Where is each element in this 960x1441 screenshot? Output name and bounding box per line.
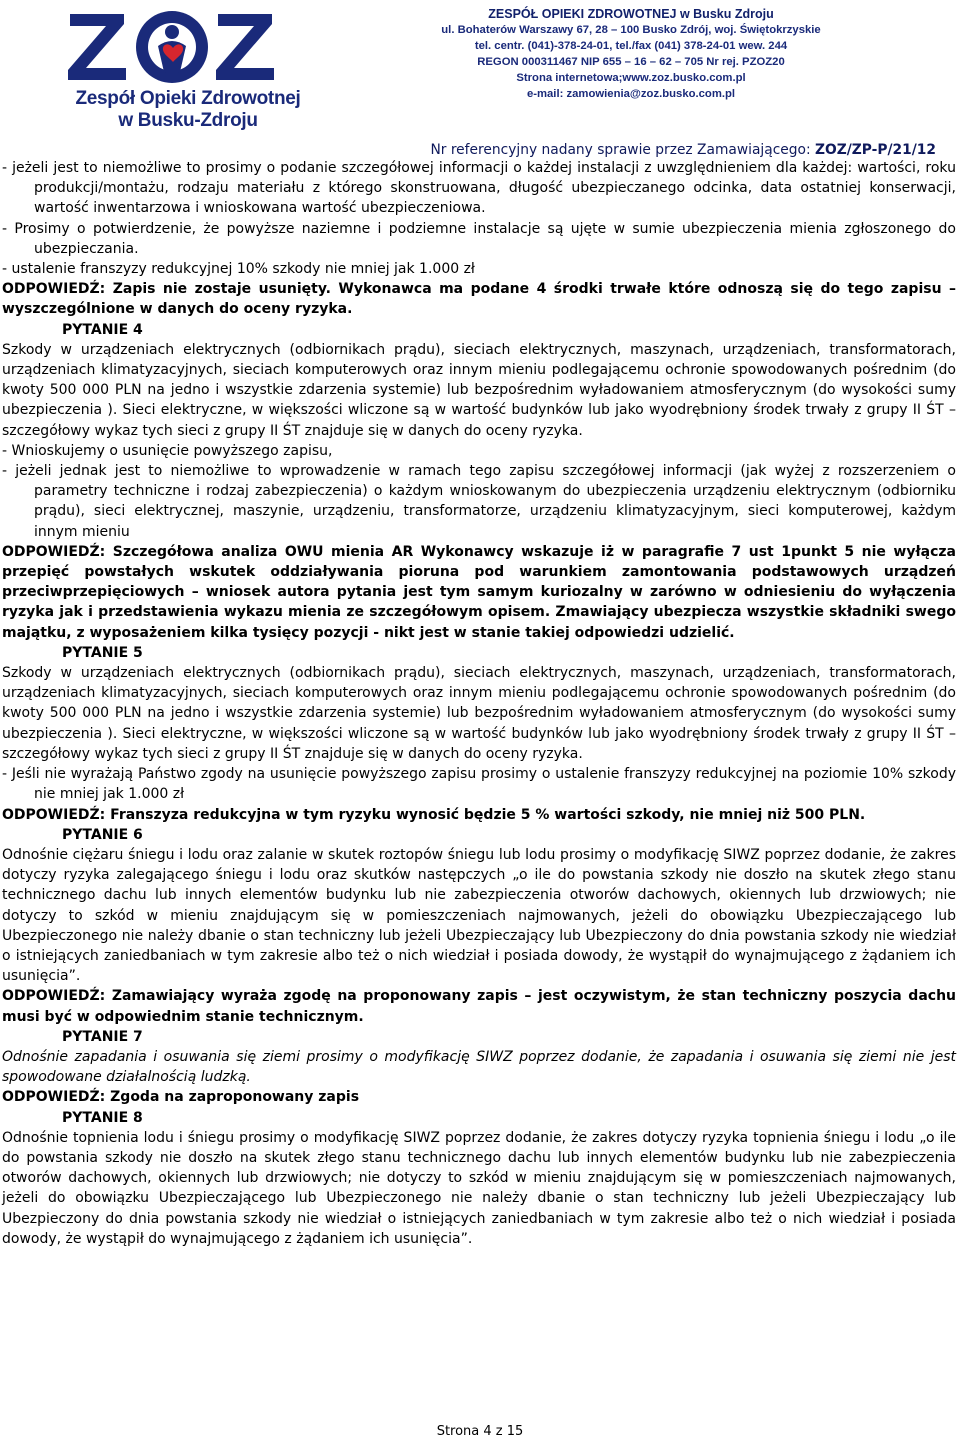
logo-title-line1: Zespół Opieki Zdrowotnej [75,88,301,109]
zoz-logo [62,2,302,138]
dash-list-item: - Jeśli nie wyrażają Państwo zgody na usunięcie powyższego zapisu prosimy o ustalenie franszyzy redukcyjnej na poziomie 10% szkody nie mniej jak 1.000 zł [2,766,956,803]
page-number: Strona 4 z 15 [436,1424,524,1439]
body-paragraph: Szkody w urządzeniach elektrycznych (odbiornikach prądu), sieciach elektrycznych, maszynach, urządzeniach, transformatorach, urządzeniach klimatyzacyjnych, sieciach komputerowych oraz innym mieniu podlegającemu ochronie spowodowanych pośrednim (do kwoty 500 000 PLN na jedno i wszystkie zdarzenia systemie) lub bezpośrednim wyładowaniem atmosferycznym (do wysokości sumy ubezpieczenia ). Sieci elektryczne, w większości wliczone są w wartość budynków lub jako wyodrębniony środek trwały z grupy II ŚT – szczegółowy wykaz tych sieci z grupy II ŚT znajduje się w danych do oceny ryzyka. [2,665,956,762]
dash-list-item: - Prosimy o potwierdzenie, że powyższe naziemne i podziemne instalacje są ujęte w sumie ubezpieczenia mienia zgłoszonego do ubezpieczania. [2,220,956,257]
institution-website[interactable]: Strona internetowa;www.zoz.busko.com.pl [516,72,746,84]
body-paragraph: Odnośnie ciężaru śniegu i lodu oraz zalanie w skutek roztopów śniegu lub lodu prosimy o modyfikację SIWZ poprzez dodanie, że zakres dotyczy ryzyka zalegającego śniegu i lodu oraz skutków następczych „o ile do powstania szkody nie doszło na skutek złego stanu technicznego dachu lub innych elementów budynku lub nie zabezpieczenia otworów dachowych, okiennych lub drzwiowych; nie dotyczy to szkód w mieniu znajdującym się w pomieszczeniach najmowanych, jeżeli do obowiązku Ubezpieczającego lub Ubezpieczonego nie należy dbanie o stan techniczny lub jeżeli Ubezpieczający lub Ubezpieczony do dnia powstania szkody nie wiedział o istniejących zaniedbaniach w tym zakresie albo też o nich wiedział i posiada dowody, że wystąpił do wynajmującego z żądaniem ich usunięcia”. [2,846,956,985]
institution-registry: REGON 000311467 NIP 655 – 16 – 62 – 705 Nr rej. PZOZ20 [477,56,785,68]
question-heading: PYTANIE 5 [62,644,143,661]
answer-paragraph: ODPOWIEDŹ: Franszyza redukcyjna w tym ryzyku wynosić będzie 5 % wartości szkody, nie mniej niż 500 PLN. [2,806,866,823]
answer-paragraph: ODPOWIEDŹ: Zgoda na zaproponowany zapis [2,1089,360,1106]
document-header [0,0,960,140]
answer-paragraph: ODPOWIEDŹ: Zamawiający wyraża zgodę na proponowany zapis – jest oczywistym, że stan techniczny poszycia dachu musi być w odpowiednim stanie technicznym. [2,988,956,1025]
document-body [2,158,956,1249]
question-heading: PYTANIE 7 [62,1028,143,1045]
institution-contact-block [396,6,866,102]
answer-paragraph: ODPOWIEDŹ: Szczegółowa analiza OWU mienia AR Wykonawcy wskazuje iż w paragrafie 7 ust 1punkt 5 nie wyłącza przepięć powstałych wskutek oddziaływania pioruna pod warunkiem zamontowania podstawowych urządzeń przeciwprzepięciowych – wniosek autora pytania jest tym samym kuriozalny w zarówno w odniesieniu do wyłączenia ryzyka jak i przedstawienia wykazu mienia ze szczegółowym opisem. Zmawiający ubezpiecza wszystkie składniki swego majątku, z wyposażeniem kilka tysięcy pozycji - nikt jest w stanie takiej odpowiedzi udzielić. [2,543,956,641]
dash-list-item: - jeżeli jest to niemożliwe to prosimy o podanie szczegółowej informacji o każdej instalacji z uwzględnieniem dla każdej: wartości, roku produkcji/montażu, rodzaju materiału z którego skonstruowana, długość ubezpieczanego odcinka, data ostatniej konserwacji, wartość inwentarzowa i wnioskowana wartość ubezpieczeniowa. [2,160,956,217]
reference-label: Nr referencyjny nadany sprawie przez Zamawiającego: [430,142,811,158]
institution-address: ul. Bohaterów Warszawy 67, 28 – 100 Busko Zdrój, woj. Świętokrzyskie [441,24,821,36]
question-heading: PYTANIE 6 [62,826,143,843]
dash-list-item: - Wnioskujemy o usunięcie powyższego zapisu, [2,442,333,459]
dash-list-item: - ustalenie franszyzy redukcyjnej 10% szkody nie mniej jak 1.000 zł [2,261,475,278]
body-paragraph: Odnośnie zapadania i osuwania się ziemi prosimy o modyfikację SIWZ poprzez dodanie, że zapadania i osuwania się ziemi nie jest spowodowane działalnością ludzką. [2,1048,956,1086]
body-paragraph: Odnośnie topnienia lodu i śniegu prosimy o modyfikację SIWZ poprzez dodanie, że zakres dotyczy ryzyka topnienia śniegu i lodu „o ile do powstania szkody nie doszło na skutek złego stanu technicznego dachu lub innych elementów budynku lub nie zabezpieczenia otworów dachowych, okiennych lub drzwiowych; nie dotyczy to szkód w mieniu znajdującym się w pomieszczeniach najmowanych, jeżeli do obowiązku Ubezpieczającego lub Ubezpieczonego nie należy dbanie o stan techniczny lub jeżeli Ubezpieczający lub Ubezpieczony do dnia powstania szkody nie wiedział o istniejących zaniedbaniach w tym zakresie albo też o nich wiedział i posiada dowody, że wystąpił do wynajmującego z żądaniem ich usunięcia”. [2,1129,956,1247]
logo-title-line2: w Busku-Zdroju [118,110,258,131]
question-heading: PYTANIE 4 [62,321,143,338]
institution-email[interactable]: e-mail: zamowienia@zoz.busko.com.pl [526,88,736,100]
question-heading: PYTANIE 8 [62,1109,143,1126]
reference-number-line [430,142,936,158]
institution-name: ZESPÓŁ OPIEKI ZDROWOTNEJ w Busku Zdroju [488,7,774,21]
dash-list-item: - jeżeli jednak jest to niemożliwe to wprowadzenie w ramach tego zapisu szczegółowej informacji (jak wyżej z rozszerzeniem o parametry techniczne i rodzaj zabezpieczenia) o każdym wnioskowanym do ubezpieczenia urządzeniu elektrycznym (odbiorniku prądu), sieci elektrycznej, maszynie, urządzeniu, transformatorze, urządzeniu klimatyzacyjnym, sieci komputerowej, każdym innym mieniu [2,463,956,540]
answer-paragraph: ODPOWIEDŹ: Zapis nie zostaje usunięty. Wykonawca ma podane 4 środki trwałe które odnoszą się do tego zapisu – wyszczególnione w danych do oceny ryzyka. [2,281,956,318]
body-paragraph: Szkody w urządzeniach elektrycznych (odbiornikach prądu), sieciach elektrycznych, maszynach, urządzeniach, transformatorach, urządzeniach klimatyzacyjnych, sieciach komputerowych oraz innym mieniu podlegającemu ochronie spowodowanych pośrednim (do kwoty 500 000 PLN na jedno i wszystkie zdarzenia systemie) lub bezpośrednim wyładowaniem atmosferycznym (do wysokości sumy ubezpieczenia ). Sieci elektryczne, w większości wliczone są w wartość budynków lub jako wyodrębniony środek trwały z grupy II ŚT – szczegółowy wykaz tych sieci z grupy II ŚT znajduje się w danych do oceny ryzyka. [2,341,956,439]
reference-value: ZOZ/ZP-P/21/12 [815,142,936,158]
institution-phone: tel. centr. (041)-378-24-01, tel./fax (041) 378-24-01 wew. 244 [474,40,788,52]
